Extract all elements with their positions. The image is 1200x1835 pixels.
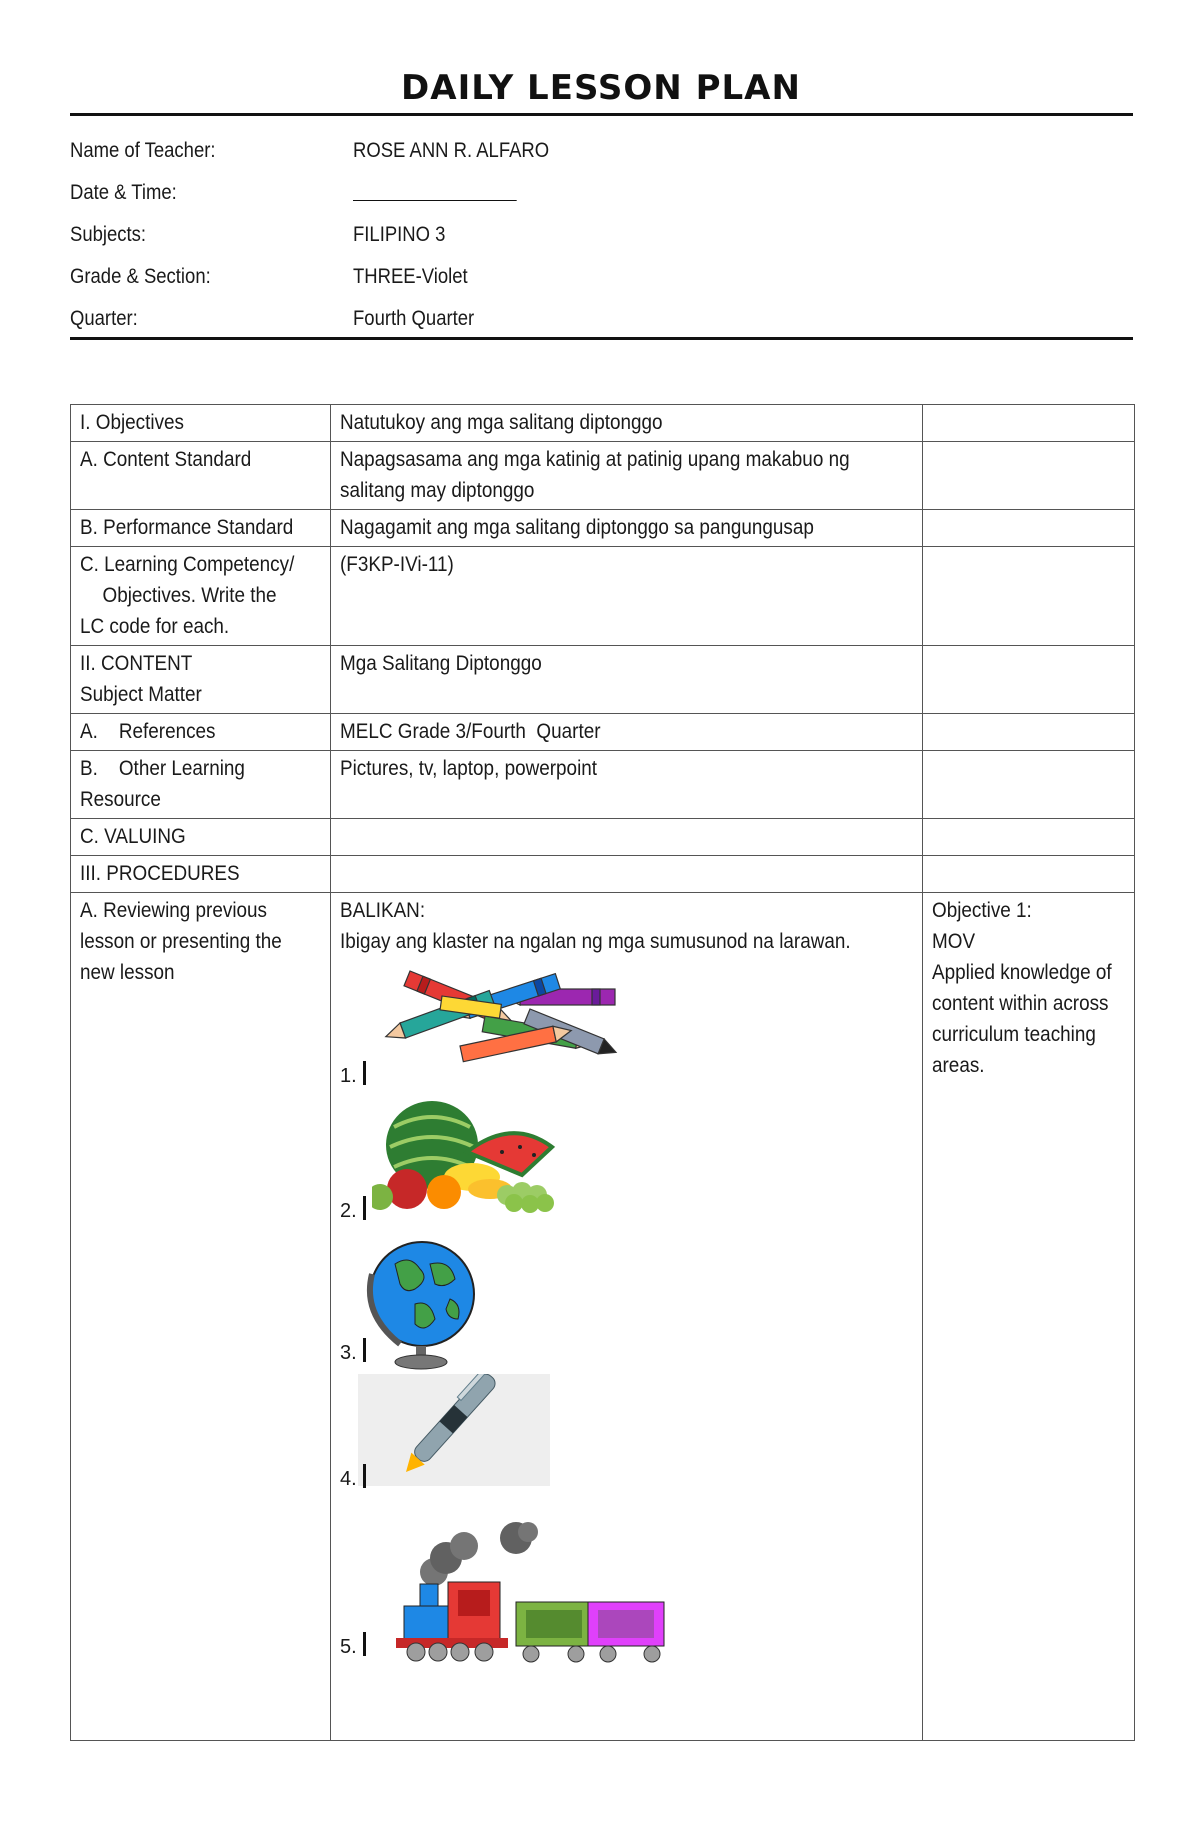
table-row xyxy=(71,819,1135,856)
header-rule xyxy=(70,337,1133,340)
resource-label-line1: B. Other Learning xyxy=(80,757,245,780)
list-item xyxy=(340,1232,913,1374)
resource-label-line2: Resource xyxy=(80,788,161,811)
row-note xyxy=(923,405,1135,442)
review-note xyxy=(923,893,1135,1741)
list-item xyxy=(340,1095,913,1232)
row-label: I. Objectives xyxy=(71,405,331,442)
review-label: A. Reviewing previous lesson or presenting the new lesson xyxy=(71,893,331,1741)
row-content: Napagsasama ang mga katinig at patinig upang makabuo ng salitang may diptonggo xyxy=(331,442,923,510)
row-label xyxy=(71,646,331,714)
text-cursor xyxy=(363,1464,366,1488)
text-cursor xyxy=(363,1338,366,1362)
row-content: Mga Salitang Diptonggo xyxy=(331,646,923,714)
table-row xyxy=(71,547,1135,646)
pen-icon xyxy=(358,1374,550,1486)
teacher-value: ROSE ANN R. ALFARO xyxy=(353,139,550,162)
item-number: 4. xyxy=(340,1468,357,1490)
date-blank-line xyxy=(353,181,517,201)
globe-icon xyxy=(360,1234,480,1370)
review-heading: BALIKAN: xyxy=(340,899,426,922)
row-note xyxy=(923,751,1135,819)
row-note xyxy=(923,442,1135,510)
row-content xyxy=(331,819,923,856)
list-item xyxy=(340,1374,913,1522)
row-note xyxy=(923,856,1135,893)
objective-description: Applied knowledge of content within across curriculum teaching areas. xyxy=(932,961,1112,1077)
row-content: MELC Grade 3/Fourth Quarter xyxy=(331,714,923,751)
content-label-line2: Subject Matter xyxy=(80,683,202,706)
fruits-icon xyxy=(372,1097,562,1213)
quarter-value: Fourth Quarter xyxy=(353,307,475,330)
row-note xyxy=(923,819,1135,856)
row-content: Pictures, tv, laptop, powerpoint xyxy=(331,751,923,819)
table-row xyxy=(71,714,1135,751)
row-note xyxy=(923,646,1135,714)
item-number: 1. xyxy=(340,1065,357,1087)
lc-label-line3: LC code for each. xyxy=(80,615,230,638)
quarter-label: Quarter: xyxy=(70,307,138,330)
review-row xyxy=(71,893,1135,1741)
list-item xyxy=(340,1522,913,1672)
date-value xyxy=(353,181,517,207)
objective-label: Objective 1: xyxy=(932,899,1032,922)
subject-label: Subjects: xyxy=(70,223,147,246)
crayons-icon xyxy=(370,961,630,1079)
row-content: (F3KP-IVi-11) xyxy=(331,547,923,646)
date-label: Date & Time: xyxy=(70,181,177,204)
row-label: III. PROCEDURES xyxy=(71,856,331,893)
grade-value: THREE-Violet xyxy=(353,265,468,288)
text-cursor xyxy=(363,1196,366,1220)
lc-label-line2: Objectives. Write the xyxy=(102,584,277,607)
table-row xyxy=(71,856,1135,893)
row-label xyxy=(71,751,331,819)
train-icon xyxy=(376,1522,666,1672)
text-cursor xyxy=(363,1061,366,1085)
row-content: Nagagamit ang mga salitang diptonggo sa pangungusap xyxy=(331,510,923,547)
lesson-plan-table xyxy=(70,404,1135,1741)
row-label: A. References xyxy=(71,714,331,751)
row-note xyxy=(923,547,1135,646)
list-item xyxy=(340,961,913,1095)
title-rule xyxy=(70,113,1133,116)
review-instruction: Ibigay ang klaster na ngalan ng mga sumusunod na larawan. xyxy=(340,930,851,953)
row-label: B. Performance Standard xyxy=(71,510,331,547)
table-row xyxy=(71,405,1135,442)
mov-label: MOV xyxy=(932,930,976,953)
grade-label: Grade & Section: xyxy=(70,265,211,288)
lc-label-line1: C. Learning Competency/ xyxy=(80,553,295,576)
row-content xyxy=(331,856,923,893)
content-label-line1: II. CONTENT xyxy=(80,652,193,675)
table-row xyxy=(71,510,1135,547)
item-number: 5. xyxy=(340,1636,357,1658)
item-number: 3. xyxy=(340,1342,357,1364)
item-number: 2. xyxy=(340,1200,357,1222)
row-note xyxy=(923,714,1135,751)
table-row xyxy=(71,751,1135,819)
review-content xyxy=(331,893,923,1741)
subject-value: FILIPINO 3 xyxy=(353,223,446,246)
table-row xyxy=(71,442,1135,510)
row-content: Natutukoy ang mga salitang diptonggo xyxy=(331,405,923,442)
row-label: A. Content Standard xyxy=(71,442,331,510)
page-title: DAILY LESSON PLAN xyxy=(401,68,801,108)
text-cursor xyxy=(363,1632,366,1656)
row-label xyxy=(71,547,331,646)
row-note xyxy=(923,510,1135,547)
table-row xyxy=(71,646,1135,714)
teacher-label: Name of Teacher: xyxy=(70,139,216,162)
row-label: C. VALUING xyxy=(71,819,331,856)
